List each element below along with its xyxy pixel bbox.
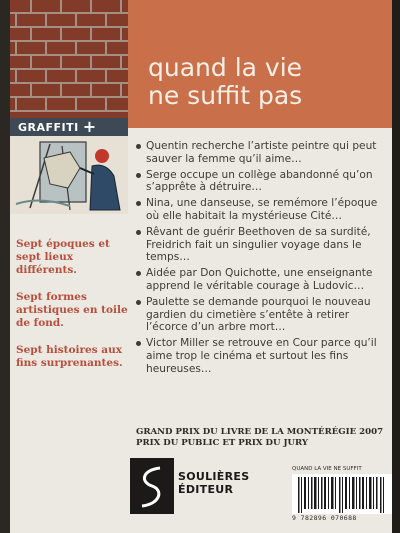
list-item: Aidée par Don Quichotte, une enseignante apprend le véritable courage à Ludovic… <box>136 267 388 293</box>
tagline: Sept formes artistiques en toile de fond. <box>16 291 128 329</box>
title-line-1: quand la vie <box>148 53 303 82</box>
barcode-bars <box>292 474 392 514</box>
back-cover <box>10 0 392 533</box>
plus-icon: + <box>82 117 97 136</box>
tagline: Sept époques et sept lieux différents. <box>16 238 110 276</box>
brick-wall-illustration <box>10 0 128 118</box>
list-item: Victor Miller se retrouve en Cour parce qu’il aime trop le cinéma et surtout les fins heureuses… <box>136 337 388 375</box>
taglines <box>16 238 134 384</box>
brick-pattern <box>10 0 128 118</box>
list-item: Serge occupe un collège abandonné qu’on s’apprête à détruire… <box>136 169 388 195</box>
publisher-line-1: SOULIÈRES <box>178 470 250 483</box>
story-list <box>136 140 388 379</box>
publisher-swirl <box>130 458 174 514</box>
barcode-label: QUAND LA VIE NE SUFFIT <box>292 466 362 472</box>
list-item: Paulette se demande pourquoi le nouveau gardien du cimetière s’entête à retirer l’écorce d’un arbre mort… <box>136 296 388 334</box>
publisher-logo-icon <box>130 458 174 514</box>
background-shadow <box>392 0 400 533</box>
barcode <box>292 474 392 514</box>
publisher-line-2: ÉDITEUR <box>178 483 234 496</box>
list-item: Nina, une danseuse, se remémore l’époque où elle habitait la mystérieuse Cité… <box>136 197 388 223</box>
series-label <box>10 118 128 136</box>
list-item: Quentin recherche l’artiste peintre qui peut sauver la femme qu’il aime… <box>136 140 388 166</box>
publisher-name <box>178 470 258 496</box>
award-line-1: GRAND PRIX DU LIVRE DE LA MONTÉRÉGIE 2007 <box>136 427 384 437</box>
award-line-2: PRIX DU PUBLIC ET PRIX DU JURY <box>136 438 309 448</box>
series-name: GRAFFITI <box>18 120 79 134</box>
title-line-2: ne suffit pas <box>148 81 303 110</box>
book-title <box>148 54 388 110</box>
isbn-number: 9 782896 070688 <box>292 514 357 522</box>
tagline: Sept histoires aux fins surprenantes. <box>16 344 123 369</box>
list-item: Rêvant de guérir Beethoven de sa surdité, Freidrich fait un singulier voyage dans le temps… <box>136 226 388 264</box>
award-text <box>136 427 392 449</box>
